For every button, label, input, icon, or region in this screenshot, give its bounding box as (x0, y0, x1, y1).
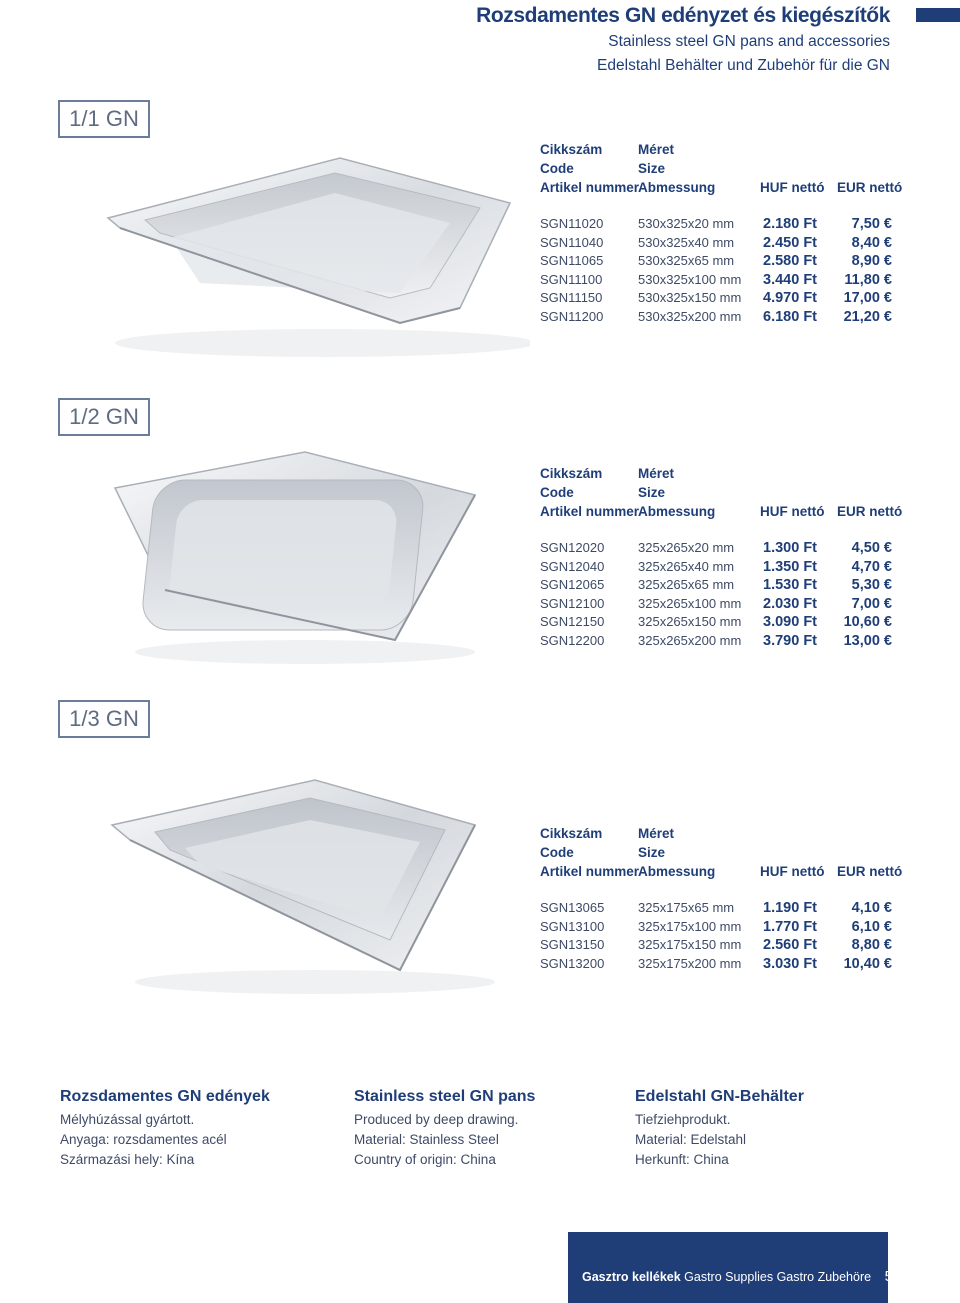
col-eur: EUR nettó (837, 504, 903, 519)
cell-huf: 2.450 Ft (763, 234, 817, 251)
cell-huf: 3.790 Ft (763, 632, 817, 649)
cell-huf: 6.180 Ft (763, 308, 817, 325)
cell-size: 325x175x200 mm (638, 955, 742, 971)
cell-eur: 17,00 € (843, 290, 892, 306)
col-code-hu: Cikkszám (540, 826, 603, 841)
footer-line: Mélyhúzással gyártott. (60, 1112, 195, 1127)
cell-size: 325x265x200 mm (638, 632, 742, 648)
cell-code: SGN12040 (540, 558, 605, 574)
table-row (540, 558, 910, 577)
cell-eur: 10,40 € (843, 955, 892, 972)
cell-code: SGN12100 (540, 595, 605, 611)
footer-brand-hu: Gasztro kellékek (582, 1270, 681, 1284)
footer-line: Country of origin: China (354, 1152, 496, 1167)
cell-eur: 8,80 € (851, 937, 892, 953)
cell-code: SGN11150 (540, 290, 603, 305)
table-row (540, 539, 910, 558)
cell-eur: 5,30 € (851, 577, 892, 593)
table-row (540, 308, 910, 327)
cell-huf: 2.580 Ft (763, 253, 817, 269)
cell-code: SGN12200 (540, 632, 605, 648)
table-row (540, 632, 910, 651)
footer-line: Tiefziehprodukt. (635, 1112, 731, 1127)
cell-size: 530x325x20 mm (638, 216, 735, 231)
cell-eur: 6,10 € (851, 918, 892, 935)
footer-bar (568, 1232, 893, 1303)
cell-code: SGN13100 (540, 918, 605, 934)
footer-line: Herkunft: China (635, 1152, 729, 1167)
col-code-de: Artikel nummer (540, 864, 640, 879)
cell-code: SGN12150 (540, 614, 605, 629)
cell-size: 325x265x100 mm (638, 595, 742, 611)
cell-size: 325x175x100 mm (638, 918, 742, 934)
gn-pan-1-1-photo (100, 148, 530, 360)
cell-eur: 8,40 € (851, 234, 892, 251)
table-row (540, 955, 910, 974)
table-row (540, 899, 910, 918)
table-row (540, 595, 910, 614)
cell-eur: 4,70 € (851, 558, 892, 575)
footer-line: Származási hely: Kína (60, 1152, 195, 1167)
cell-huf: 2.180 Ft (763, 216, 817, 232)
col-eur: EUR nettó (837, 864, 903, 879)
cell-eur: 7,00 € (851, 595, 892, 612)
col-size-de: Abmessung (638, 864, 716, 879)
cell-code: SGN11200 (540, 308, 604, 324)
cell-eur: 8,90 € (851, 253, 892, 269)
cell-code: SGN11040 (540, 234, 604, 250)
cell-eur: 11,80 € (844, 271, 892, 288)
col-code-de: Artikel nummer (540, 180, 640, 195)
cell-size: 325x175x150 mm (638, 937, 742, 952)
cell-size: 325x265x65 mm (638, 577, 735, 592)
cell-size: 530x325x150 mm (638, 290, 742, 305)
table-header (540, 464, 910, 539)
footer-line: Anyaga: rozsdamentes acél (60, 1132, 227, 1147)
cell-huf: 3.440 Ft (763, 271, 817, 288)
cell-huf: 1.770 Ft (763, 918, 817, 935)
col-size-en: Size (638, 485, 666, 500)
cell-code: SGN13150 (540, 937, 605, 952)
col-huf: HUF nettó (760, 180, 825, 195)
price-table-1-1 (540, 140, 910, 326)
col-code-en: Code (540, 161, 574, 176)
col-huf: HUF nettó (760, 864, 825, 879)
cell-size: 530x325x100 mm (638, 271, 742, 287)
cell-eur: 10,60 € (843, 614, 892, 630)
price-table-1-3 (540, 824, 910, 973)
col-eur: EUR nettó (837, 180, 903, 195)
cell-eur: 13,00 € (843, 632, 892, 649)
cell-code: SGN13200 (540, 955, 605, 971)
cell-size: 325x265x40 mm (638, 558, 735, 574)
cell-size: 530x325x200 mm (638, 308, 742, 324)
cell-eur: 7,50 € (851, 216, 892, 232)
cell-code: SGN12065 (540, 577, 605, 592)
col-code-en: Code (540, 845, 574, 860)
cell-code: SGN11100 (540, 271, 603, 287)
page-subtitle-en: Stainless steel GN pans and accessories (608, 33, 890, 50)
cell-size: 325x265x20 mm (638, 540, 735, 555)
col-huf: HUF nettó (760, 504, 825, 519)
page-subtitle-de: Edelstahl Behälter und Zubehör für die GN (597, 57, 890, 74)
section-label-1-1: 1/1 GN (58, 100, 150, 138)
cell-size: 325x175x65 mm (638, 900, 735, 915)
footer-line: Material: Edelstahl (635, 1132, 747, 1147)
table-row (540, 576, 910, 595)
footer-col-de (635, 1088, 895, 1170)
footer-brand-en: Gastro Supplies (684, 1270, 774, 1284)
table-row (540, 936, 910, 955)
cell-huf: 3.030 Ft (763, 955, 817, 972)
table-row (540, 918, 910, 937)
corner-tab (916, 8, 960, 22)
col-size-hu: Méret (638, 826, 675, 841)
cell-huf: 1.300 Ft (763, 540, 817, 556)
cell-size: 530x325x40 mm (638, 234, 735, 250)
cell-huf: 3.090 Ft (763, 614, 817, 630)
col-code-de: Artikel nummer (540, 504, 640, 519)
col-size-en: Size (638, 161, 666, 176)
gn-pan-1-2-photo (105, 440, 480, 670)
price-table-1-2 (540, 464, 910, 650)
table-header (540, 824, 910, 899)
footer-col-en (354, 1088, 614, 1170)
cell-size: 325x265x150 mm (638, 614, 742, 629)
table-row (540, 271, 910, 290)
col-size-de: Abmessung (638, 180, 716, 195)
col-size-hu: Méret (638, 142, 675, 157)
col-size-en: Size (638, 845, 666, 860)
cell-eur: 4,10 € (851, 900, 892, 916)
table-row (540, 234, 910, 253)
col-code-hu: Cikkszám (540, 142, 603, 157)
col-code-hu: Cikkszám (540, 466, 603, 481)
section-label-1-3: 1/3 GN (58, 700, 150, 738)
table-row (540, 289, 910, 308)
cell-huf: 1.530 Ft (763, 577, 817, 593)
cell-huf: 2.560 Ft (763, 937, 817, 953)
table-row (540, 613, 910, 632)
cell-size: 530x325x65 mm (638, 253, 735, 268)
table-row (540, 252, 910, 271)
footer-line: Material: Stainless Steel (354, 1132, 499, 1147)
footer-title-hu: Rozsdamentes GN edények (60, 1088, 270, 1105)
footer-line: Produced by deep drawing. (354, 1112, 519, 1127)
footer-title-de: Edelstahl GN-Behälter (635, 1088, 804, 1105)
footer-col-hu (60, 1088, 320, 1170)
cell-code: SGN11020 (540, 216, 604, 231)
cell-eur: 21,20 € (843, 308, 892, 325)
cell-huf: 1.350 Ft (763, 558, 817, 575)
col-size-de: Abmessung (638, 504, 716, 519)
cell-huf: 2.030 Ft (763, 595, 817, 612)
section-label-1-2: 1/2 GN (58, 398, 150, 436)
cell-code: SGN13065 (540, 900, 605, 915)
cell-code: SGN11065 (540, 253, 604, 268)
col-size-hu: Méret (638, 466, 675, 481)
table-row (540, 215, 910, 234)
footer-title-en: Stainless steel GN pans (354, 1088, 536, 1105)
col-code-en: Code (540, 485, 574, 500)
cell-eur: 4,50 € (851, 540, 892, 556)
page-title: Rozsdamentes GN edényzet és kiegészítők (476, 4, 890, 27)
table-header (540, 140, 910, 215)
cell-huf: 1.190 Ft (763, 900, 817, 916)
page-header (476, 4, 890, 76)
footer-brand-de: Gastro Zubehöre (776, 1270, 872, 1284)
gn-pan-1-3-photo (100, 770, 500, 1000)
cell-huf: 4.970 Ft (763, 290, 817, 306)
cell-code: SGN12020 (540, 540, 605, 555)
page-number: 5 (884, 1268, 893, 1285)
